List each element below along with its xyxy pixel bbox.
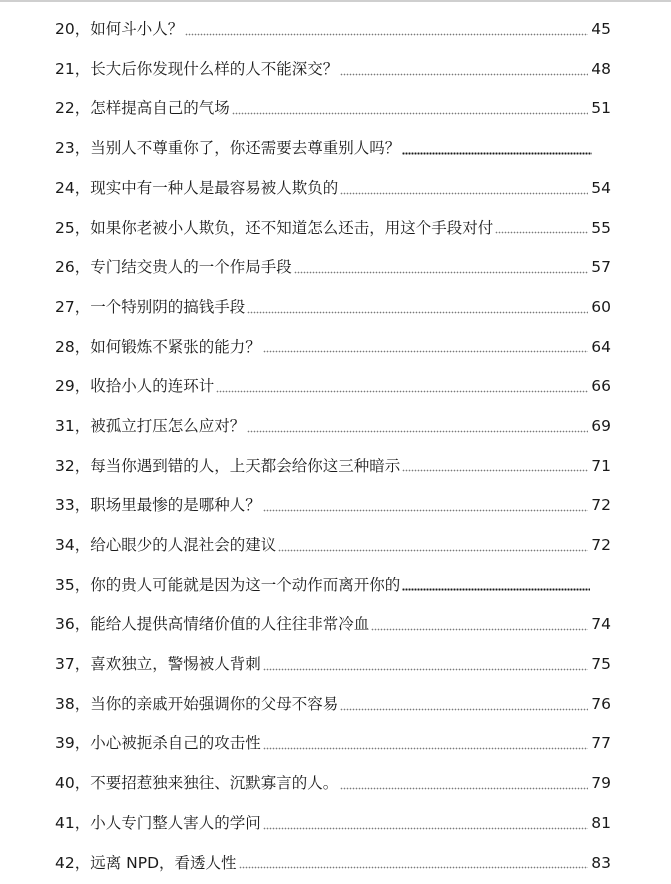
toc-entry[interactable] — [55, 89, 611, 129]
toc-entry-page-number: 72 — [591, 496, 611, 515]
toc-entry-number: 22， — [55, 99, 91, 118]
toc-entry[interactable] — [55, 10, 611, 50]
toc-entry-title: 当你的亲戚开始强调你的父母不容易 — [90, 694, 339, 713]
toc-entry[interactable] — [55, 843, 611, 883]
toc-entry[interactable] — [55, 328, 611, 368]
toc-dot-leader — [340, 64, 588, 76]
toc-entry-number: 20， — [55, 20, 91, 39]
toc-entry-title: 小心被扼杀自己的攻击性 — [90, 734, 261, 753]
toc-entry-title: 给心眼少的人混社会的建议 — [90, 536, 277, 555]
toc-dot-leader — [263, 500, 589, 512]
toc-dot-leader — [402, 460, 588, 472]
toc-entry[interactable] — [55, 169, 611, 209]
toc-entry[interactable] — [55, 129, 611, 169]
toc-entry-number: 27， — [55, 297, 91, 316]
toc-entry[interactable] — [55, 804, 611, 844]
toc-entry-title: 被孤立打压怎么应对？ — [90, 416, 246, 435]
toc-entry-page-number: 72 — [591, 536, 611, 555]
toc-entry[interactable] — [55, 50, 611, 90]
toc-entry-page-number: 64 — [591, 337, 611, 356]
toc-entry-number: 32， — [55, 456, 91, 475]
toc-entry[interactable] — [55, 208, 611, 248]
toc-entry[interactable] — [55, 367, 611, 407]
toc-entry-number: 41， — [55, 813, 91, 832]
toc-entry-number: 24， — [55, 178, 91, 197]
toc-entry-title: 如何斗小人？ — [90, 20, 184, 39]
toc-entry[interactable] — [55, 288, 611, 328]
toc-dot-leader — [239, 857, 589, 869]
toc-dot-leader — [371, 619, 588, 631]
toc-entry-page-number: 81 — [591, 813, 611, 832]
toc-entry[interactable] — [55, 566, 611, 606]
table-of-contents — [55, 10, 611, 883]
toc-entry-page-number: 55 — [591, 218, 611, 237]
toc-dot-leader — [263, 818, 589, 830]
toc-entry[interactable] — [55, 407, 611, 447]
toc-entry-title: 怎样提高自己的气场 — [90, 99, 230, 118]
toc-entry-page-number: 76 — [591, 694, 611, 713]
toc-entry-number: 29， — [55, 377, 91, 396]
toc-entry[interactable] — [55, 486, 611, 526]
toc-entry-number: 21， — [55, 59, 91, 78]
toc-entry-title: 如何锻炼不紧张的能力？ — [90, 337, 261, 356]
toc-entry-title: 小人专门整人害人的学问 — [90, 813, 261, 832]
toc-dot-leader — [340, 183, 588, 195]
toc-dot-leader — [247, 421, 588, 433]
toc-entry[interactable] — [55, 764, 611, 804]
toc-entry[interactable] — [55, 447, 611, 487]
toc-entry-title: 当别人不尊重你了，你还需要去尊重别人吗？ — [90, 139, 401, 158]
toc-entry-number: 25， — [55, 218, 91, 237]
toc-entry-title: 收拾小人的连环计 — [90, 377, 215, 396]
toc-entry-page-number: 83 — [591, 853, 611, 872]
toc-dot-leader — [216, 381, 588, 393]
toc-dot-leader — [340, 778, 588, 790]
toc-dot-leader — [263, 659, 589, 671]
toc-entry[interactable] — [55, 685, 611, 725]
toc-entry-number: 37， — [55, 655, 91, 674]
toc-entry-number: 23， — [55, 139, 91, 158]
toc-entry[interactable] — [55, 605, 611, 645]
toc-entry-page-number: 51 — [591, 99, 611, 118]
toc-dot-leader — [340, 699, 588, 711]
toc-entry-number: 40， — [55, 774, 91, 793]
toc-dot-leader — [232, 103, 589, 115]
toc-entry-title: 如果你老被小人欺负，还不知道怎么还击，用这个手段对付 — [90, 218, 494, 237]
toc-entry-page-number: 45 — [591, 20, 611, 39]
toc-entry-page-number: 54 — [591, 178, 611, 197]
toc-entry[interactable] — [55, 645, 611, 685]
toc-entry-title: 不要招惹独来独往、沉默寡言的人。 — [90, 774, 339, 793]
toc-entry[interactable] — [55, 526, 611, 566]
toc-entry[interactable] — [55, 248, 611, 288]
toc-entry-number: 31， — [55, 416, 91, 435]
toc-entry-number: 35， — [55, 575, 91, 594]
toc-entry-number: 26， — [55, 258, 91, 277]
toc-entry-page-number: 79 — [591, 774, 611, 793]
toc-entry-page-number: 60 — [591, 297, 611, 316]
toc-entry-number: 28， — [55, 337, 91, 356]
toc-entry-number: 34， — [55, 536, 91, 555]
toc-entry-page-number: 66 — [591, 377, 611, 396]
toc-dot-leader — [263, 738, 589, 750]
toc-entry-title: 一个特别阴的搞钱手段 — [90, 297, 246, 316]
toc-entry-title: 每当你遇到错的人，上天都会给你这三种暗示 — [90, 456, 401, 475]
toc-entry-title: 专门结交贵人的一个作局手段 — [90, 258, 292, 277]
toc-entry-page-number: 74 — [591, 615, 611, 634]
toc-entry-title: 现实中有一种人是最容易被人欺负的 — [90, 178, 339, 197]
toc-dot-leader — [402, 579, 590, 591]
toc-entry-number: 42， — [55, 853, 91, 872]
toc-entry-title: 远离 NPD，看透人性 — [90, 853, 237, 872]
toc-entry-page-number: 69 — [591, 416, 611, 435]
toc-dot-leader — [495, 222, 588, 234]
toc-entry-title: 职场里最惨的是哪种人？ — [90, 496, 261, 515]
toc-entry[interactable] — [55, 724, 611, 764]
toc-entry-number: 39， — [55, 734, 91, 753]
toc-dot-leader — [247, 302, 588, 314]
toc-entry-title: 喜欢独立，警惕被人背刺 — [90, 655, 261, 674]
toc-entry-title: 能给人提供高情绪价值的人往往非常冷血 — [90, 615, 370, 634]
toc-entry-number: 36， — [55, 615, 91, 634]
page-top-rule — [0, 0, 671, 2]
toc-dot-leader — [294, 262, 589, 274]
toc-dot-leader — [278, 540, 588, 552]
toc-entry-page-number: 75 — [591, 655, 611, 674]
toc-entry-page-number: 48 — [591, 59, 611, 78]
toc-entry-number: 38， — [55, 694, 91, 713]
toc-dot-leader — [402, 143, 592, 155]
toc-entry-page-number: 77 — [591, 734, 611, 753]
toc-entry-page-number: 57 — [591, 258, 611, 277]
toc-entry-page-number: 71 — [591, 456, 611, 475]
toc-dot-leader — [263, 341, 589, 353]
toc-dot-leader — [185, 24, 588, 36]
toc-entry-number: 33， — [55, 496, 91, 515]
toc-entry-title: 长大后你发现什么样的人不能深交？ — [90, 59, 339, 78]
toc-entry-title: 你的贵人可能就是因为这一个动作而离开你的 — [90, 575, 401, 594]
